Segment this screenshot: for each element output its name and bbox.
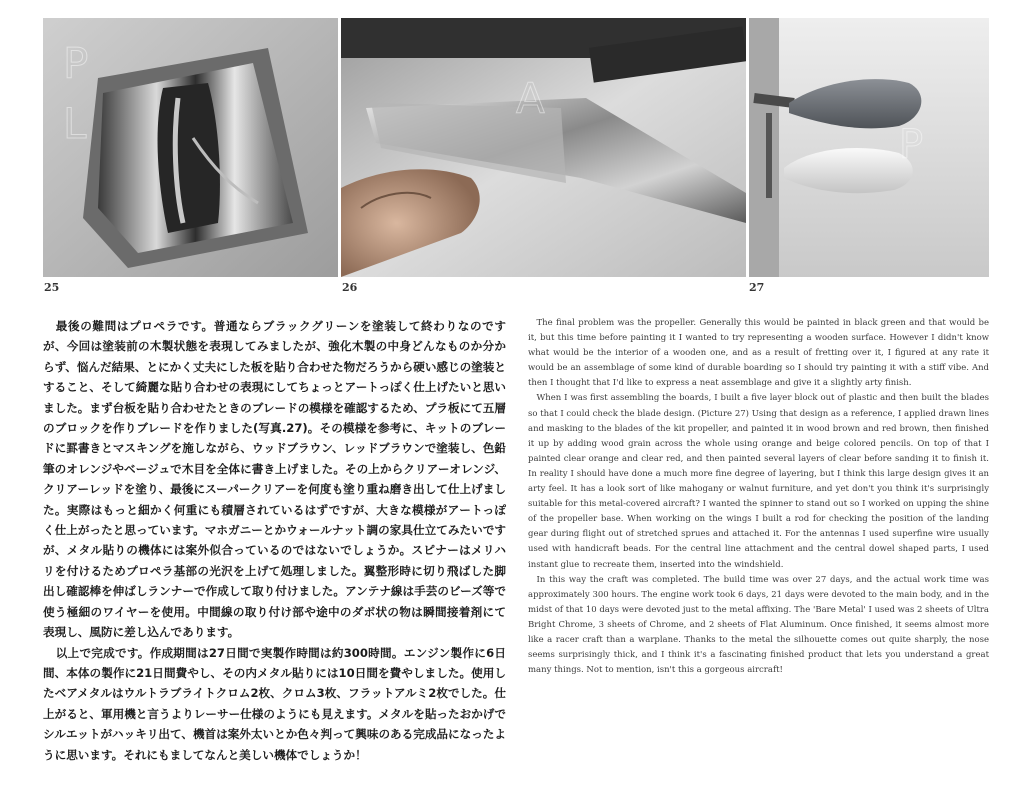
english-paragraph: In this way the craft was completed. The build time was over 27 days, and the actual work time was approximately 300 hours. The engine work took 6 days, 21 days were devoted to the main body, and in the midst of that 10 days were devoted just to the metal affixing. The 'Bare Metal' I used was 2 sheets of Ultra Bright Chrome, 3 sheets of Chrome, and 2 sheets of Flat Aluminum. Once finished, it seems almost more like a racer craft than a warplane. Thanks to the metal the silhouette comes out quite sharply, the nose seems surprisingly thick, and I think it's a fascinating finished product that lets you understand a great many things. Not to mention, isn't this a gorgeous aircraft! [528, 574, 989, 676]
japanese-paragraph: 以上で完成です。作成期間は27日間で実製作時間は約300時間。エンジン製作に6日間、本体の製作に21日間費やし、その内メタル貼りには10日間を費やしました。使用したベアメタルはウルトラブライトクロム2枚、クロム3枚、フラットアルミ2枚でした。仕上がると、軍用機と言うよりレーサー仕様のようにも見えます。メタルを貼ったおかげでシルエットがハッキリ出て、機首は案外太いとか色々判って興味のある完成品になったように思います。それにもましてなんと美しい機体でしょうか！ [43, 645, 506, 762]
figure-number: 27 [749, 281, 765, 294]
english-paragraph: The final problem was the propeller. Generally this would be painted in black green and that would be it, but this time before painting it I wanted to try representing a wooden surface. However I didn't know what would be the interior of a wooden one, and as a result of fretting over it, I figured at any rate it would be an assemblage of some kind of durable boarding so I should try painting it with a stiff vibe. And then I thought that I'd like to express a neat assemblage and give it a slightly arty finish. [528, 318, 989, 389]
figure-number: 26 [342, 281, 358, 294]
svg-text:P: P [899, 122, 924, 168]
svg-text:P: P [63, 39, 89, 88]
photo-hand-holding-blade [341, 18, 746, 277]
japanese-paragraph: 最後の難問はプロペラです。普通ならブラックグリーンを塗装して終わりなのですが、今回は塗装前の木製状態を表現してみましたが、強化木製の中身どんなものか分からず、悩んだ結果、とにかく丈夫にした板を貼り合わせた物だろうから硬い感じの塗装とすること、そして綺麗な貼り合わせの表現にしてちょっとアートっぽく仕上げたいと思いました。まず台板を貼り合わせたときのブレードの模様を確認するため、プラ板にて五層のブロックを作りブレードを作りました(写真.27)。その模様を参考に、キットのブレードに罫書きとマスキングを施しながら、ウッドブラウン、レッドブラウンで塗装し、色鉛筆のオレンジやベージュで木目を全体に書き上げました。その上からクリアーオレンジ、クリアーレッドを塗り、最後にスーパークリアーを何度も塗り重ね磨き出して仕上げました。実際はもっと細かく何重にも積層されているはずですが、大きな模様がアートっぽく仕上がったと思っています。マホガニーとかウォールナット調の家具仕立てみたいですが、メタル貼りの機体には案外似合っているのではないでしょうか。スピナーはメリハリを付けるためプロペラ基部の光沢を上げて処理しました。翼整形時に切り飛ばした脚出し確認棒を伸ばしランナーで作成して取り付けました。アンテナ線は手芸のビーズ等で使う極細のワイヤーを使用。中間線の取り付け部や途中のダボ状の物は瞬間接着剤にて表現し、風防に差し込んであります。 [43, 319, 506, 640]
japanese-text-column [43, 316, 506, 765]
english-paragraph: When I was first assembling the boards, I built a five layer block out of plastic and then built the blades so that I could check the blade design. (Picture 27) Using that design as a reference, I applied drawn lines and masking to the blades of the kit propeller, and painted it in wood brown and red brown, then finished it up by adding wood grain across the whole using orange and beige colored pencils. On top of that I painted clear orange and clear red, and then painted several layers of clear before sanding it to finish it. In reality I should have done a much more fine degree of layering, but I think this large design gives it an arty feel. It has a look sort of like mahogany or walnut furniture, and yet don't you think it's surprisingly suitable for this metal-covered aircraft? I wanted the spinner to stand out so I worked on upping the shine of the propeller base. When working on the wings I built a rod for checking the position of the landing gear during flight out of stretched sprues and attached it. For the antennas I used superfine wire usually used with handicraft beads. For the central line attachment and the central dowel shaped parts, I used instant glue to recreate them, inserted into the windshield. [528, 393, 989, 570]
english-text-column [528, 316, 989, 678]
svg-text:A: A [516, 74, 545, 123]
photo-propeller-blades [749, 18, 989, 277]
figure-number: 25 [44, 281, 60, 294]
photo-foil-wrapped-part [43, 18, 338, 277]
svg-text:L: L [63, 99, 87, 148]
